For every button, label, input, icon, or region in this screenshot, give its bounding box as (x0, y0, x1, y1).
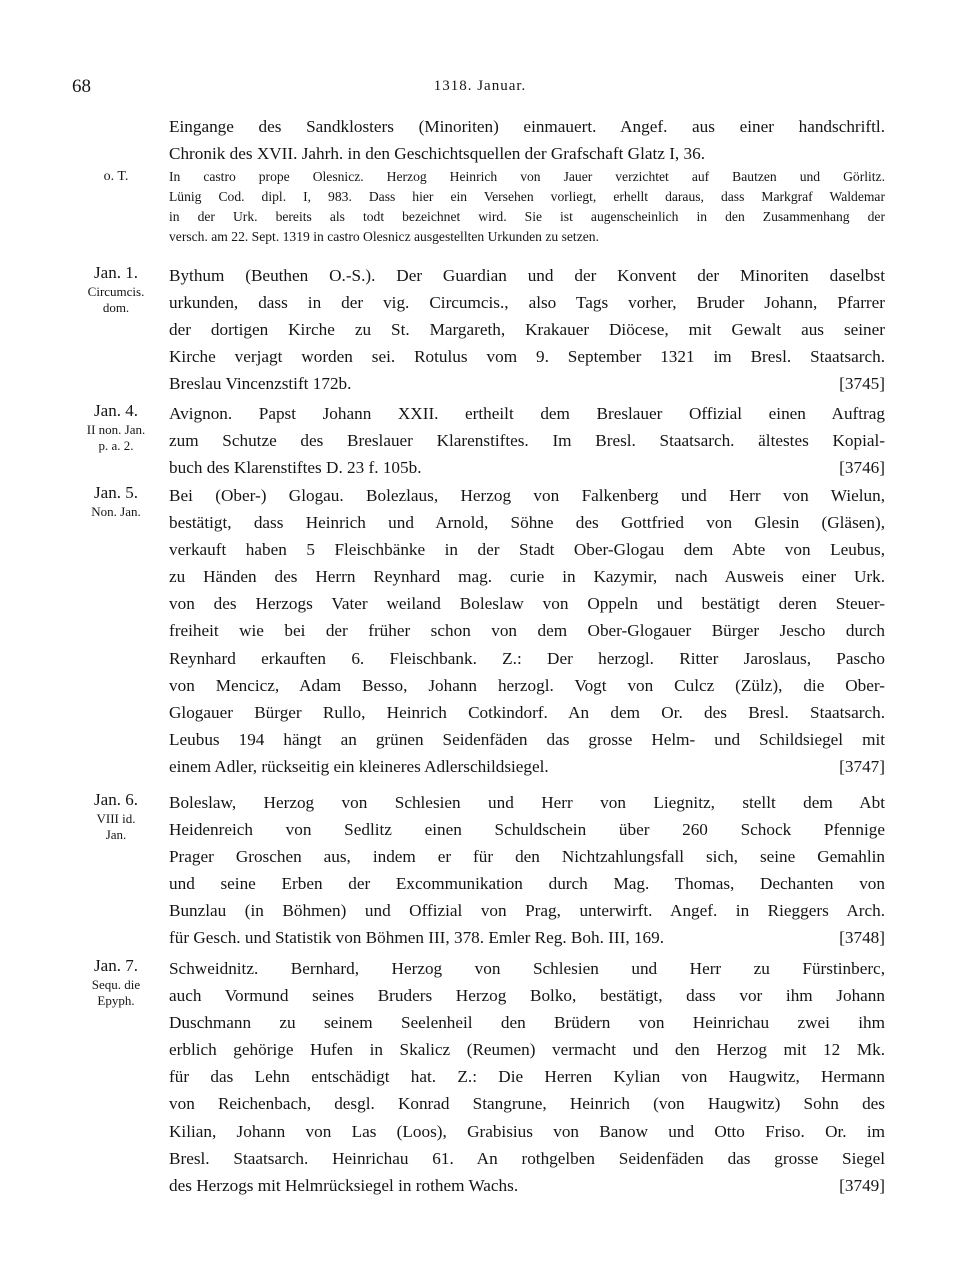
text-line (169, 753, 885, 780)
text-line (169, 454, 885, 481)
text-line-content: einem Adler, rückseitig ein kleineres Adlerschildsiegel. (169, 756, 549, 776)
margin-feast: Circumcis. (87, 284, 145, 299)
register-number: [3746] (839, 458, 885, 478)
margin-feast: p. a. 2. (98, 438, 134, 453)
text-line: der dortigen Kirche zu St. Margareth, Krakauer Diöcese, mit Gewalt aus seiner (169, 320, 885, 340)
note-line: in der Urk. bereits als todt bezeichnet wird. Sie ist augenscheinlich in den Zusammenhang der (169, 209, 885, 224)
margin-date: o. T. (103, 169, 129, 184)
register-number: [3749] (839, 1175, 885, 1195)
text-line: von des Herzogs Vater weiland Boleslaw von Oppeln und bestätigt deren Steuer- (169, 594, 885, 614)
margin-feast: Sequ. die (91, 977, 141, 992)
text-line-content: des Herzogs mit Helmrücksiegel in rothem Wachs. (169, 1175, 519, 1195)
text-line: auch Vormund seines Bruders Herzog Bolko, bestätigt, dass vor ihm Johann (169, 986, 885, 1006)
text-line: von Reichenbach, desgl. Konrad Stangrune, Heinrich (von Haugwitz) Sohn des (169, 1094, 885, 1114)
text-line: Bythum (Beuthen O.-S.). Der Guardian und der Konvent der Minoriten daselbst (169, 266, 885, 285)
margin-feast: Jan. (105, 827, 127, 842)
register-number: [3747] (839, 756, 885, 776)
text-line: verkauft haben 5 Fleischbänke in der Stadt Ober-Glogau dem Abte von Leubus, (169, 540, 885, 560)
text-line: für das Lehn entschädigt hat. Z.: Die Herren Kylian von Haugwitz, Hermann (169, 1067, 885, 1087)
text-line: von Mencicz, Adam Besso, Johann herzogl. Vogt von Culcz (Zülz), die Ober- (169, 675, 885, 695)
register-number: [3748] (839, 928, 885, 948)
text-line: zu Händen des Herrn Reynhard mag. curie in Kazymir, nach Ausweis einer Urk. (169, 567, 885, 587)
margin-date: Jan. 6. (94, 790, 138, 809)
text-line: erblich gehörige Hufen in Skalicz (Reumen) vermacht und den Herzog mit 12 Mk. (169, 1040, 885, 1060)
text-line: urkunden, dass in der vig. Circumcis., also Tags vorher, Bruder Johann, Pfarrer (169, 293, 885, 313)
text-line: Glogauer Bürger Rullo, Heinrich Cotkindorf. An dem Or. des Bresl. Staatsarch. (169, 702, 885, 722)
margin-date: Jan. 4. (94, 401, 138, 420)
page-number: 68 (72, 76, 91, 97)
text-line: und seine Erben der Excommunikation durch Mag. Thomas, Dechanten von (169, 874, 885, 894)
note-line: versch. am 22. Sept. 1319 in castro Olesnicz ausgestellten Urkunden zu setzen. (169, 229, 599, 244)
text-line: Boleslaw, Herzog von Schlesien und Herr von Liegnitz, stellt dem Abt (169, 793, 885, 812)
text-line: bestätigt, dass Heinrich und Arnold, Söhne des Gottfried von Glesin (Gläsen), (169, 513, 885, 533)
page-header (72, 76, 888, 100)
text-line (169, 370, 885, 397)
text-line: Reynhard erkauften 6. Fleischbank. Z.: Der herzogl. Ritter Jaroslaus, Pascho (169, 648, 885, 668)
text-line (169, 1172, 885, 1199)
text-line-content: für Gesch. und Statistik von Böhmen III, 378. Emler Reg. Boh. III, 169. (169, 928, 665, 948)
text-line: Prager Groschen aus, indem er für den Nichtzahlungsfall sich, seine Gemahlin (169, 847, 885, 867)
margin-date: Jan. 1. (94, 263, 138, 282)
margin-date: Jan. 5. (94, 483, 138, 502)
margin-feast: Non. Jan. (91, 504, 141, 519)
text-line: Bresl. Staatsarch. Heinrichau 61. An rothgelben Seidenfäden das grosse Siegel (169, 1148, 885, 1168)
text-line: Avignon. Papst Johann XXII. ertheilt dem Breslauer Offizial einen Auftrag (169, 404, 885, 423)
register-number: [3745] (839, 374, 885, 394)
text-line: Leubus 194 hängt an grünen Seidenfäden das grosse Helm- und Schildsiegel mit (169, 729, 885, 749)
margin-feast: II non. Jan. (86, 422, 146, 437)
margin-feast: Epyph. (97, 993, 135, 1008)
text-line: Kirche verjagt worden sei. Rotulus vom 9. September 1321 im Bresl. Staatsarch. (169, 347, 885, 367)
text-line: Chronik des XVII. Jahrh. in den Geschichtsquellen der Grafschaft Glatz I, 36. (169, 144, 705, 164)
text-line-content: buch des Klarenstiftes D. 23 f. 105b. (169, 458, 422, 478)
margin-feast: VIII id. (96, 811, 136, 826)
text-line: zum Schutze des Breslauer Klarenstiftes. Im Bresl. Staatsarch. ältestes Kopial- (169, 431, 885, 451)
text-line-content: Breslau Vincenzstift 172b. (169, 374, 352, 394)
text-line (169, 924, 885, 951)
text-line: Duschmann zu seinem Seelenheil den Brüdern von Heinrichau zwei ihm (169, 1013, 885, 1033)
text-line: Heidenreich von Sedlitz einen Schuldschein über 260 Schock Pfennige (169, 820, 885, 840)
margin-feast: dom. (102, 300, 130, 315)
text-line: Kilian, Johann von Las (Loos), Grabisius von Banow und Otto Friso. Or. im (169, 1121, 885, 1141)
note-line: Lünig Cod. dipl. I, 983. Dass hier ein Versehen vorliegt, erhellt daraus, dass Markgraf Waldemar (169, 189, 885, 204)
text-line: freiheit wie bei der früher schon von dem Ober-Glogauer Bürger Jescho durch (169, 621, 885, 641)
margin-date: Jan. 7. (94, 956, 138, 975)
text-line: Eingange des Sandklosters (Minoriten) einmauert. Angef. aus einer handschriftl. (169, 117, 885, 136)
text-line: Bunzlau (in Böhmen) und Offizial von Prag, unterwirft. Angef. in Rieggers Arch. (169, 901, 885, 921)
text-line: Schweidnitz. Bernhard, Herzog von Schlesien und Herr zu Fürstinberc, (169, 959, 885, 978)
note-line: In castro prope Olesnicz. Herzog Heinrich von Jauer verzichtet auf Bautzen und Görlitz. (169, 169, 885, 184)
running-title: 1318. Januar. (433, 78, 527, 94)
text-line: Bei (Ober-) Glogau. Bolezlaus, Herzog von Falkenberg und Herr von Wielun, (169, 486, 885, 505)
